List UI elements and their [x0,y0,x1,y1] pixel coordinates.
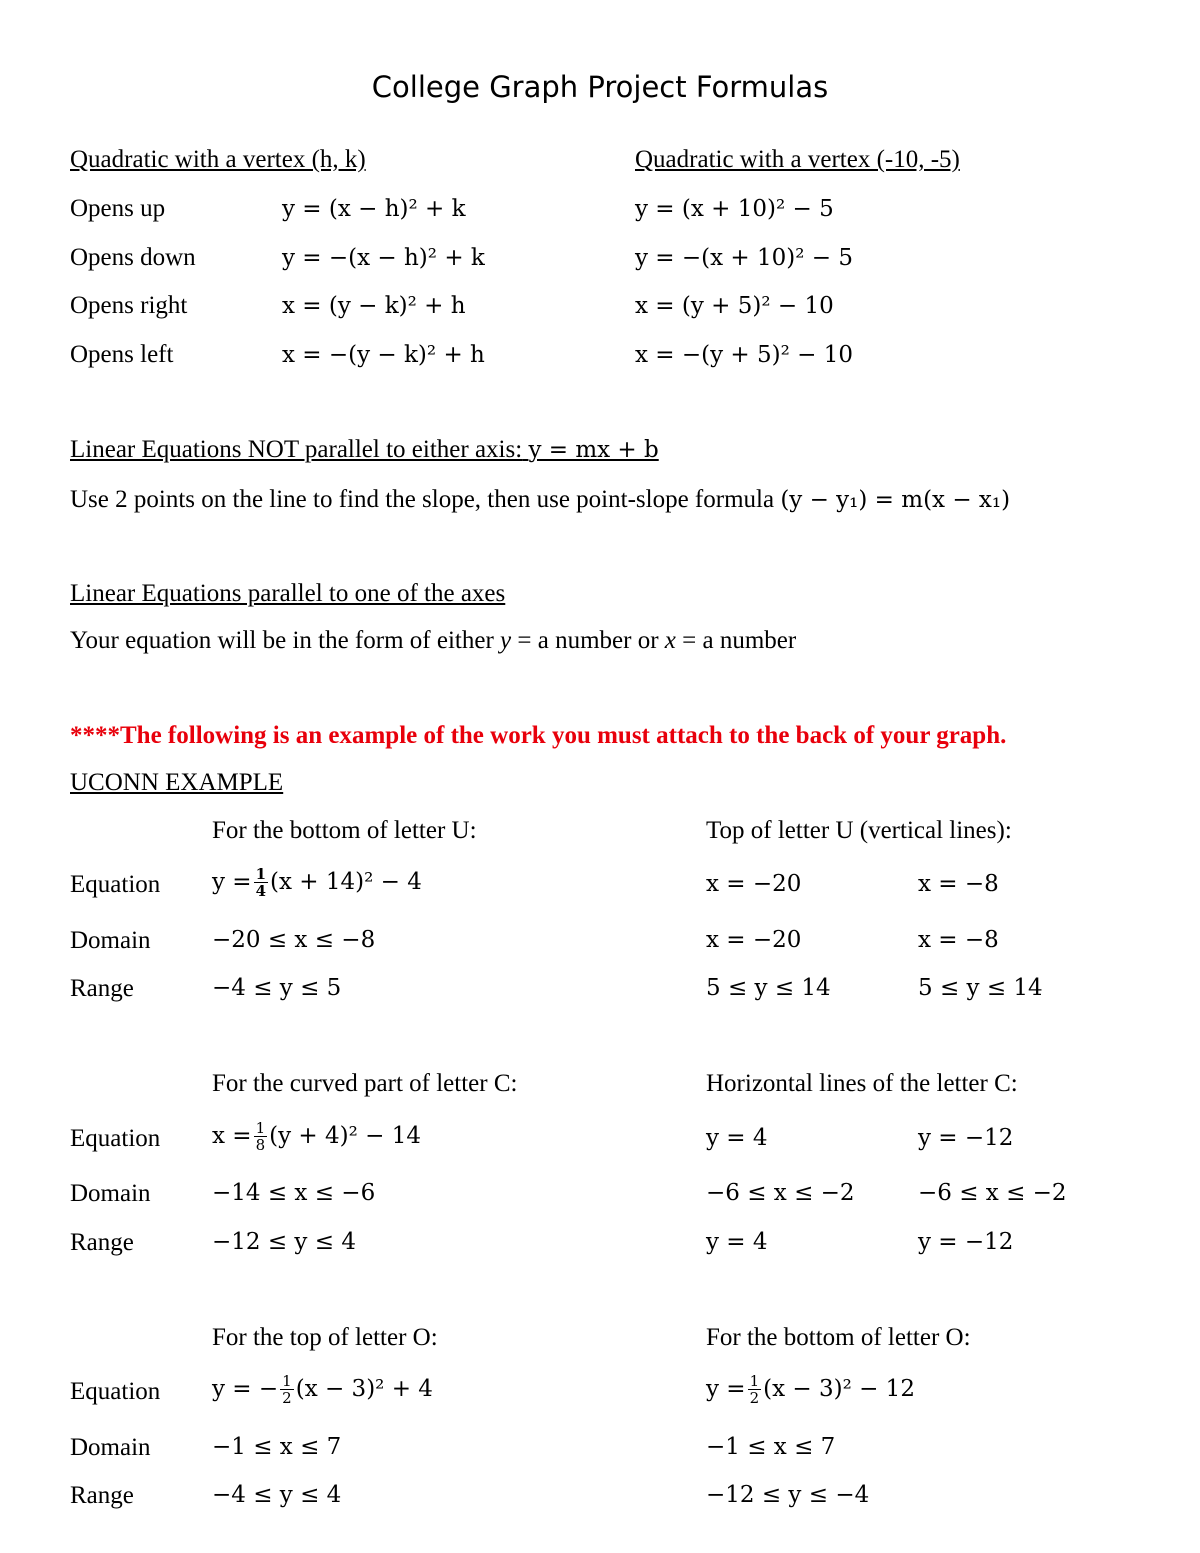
opens-right-general: x = (y − k)² + h [282,293,466,319]
c-equation-label: Equation [70,1125,161,1152]
c-horizontal-range-1: y = 4 [706,1229,768,1255]
u-bottom-eq-lhs: y = [212,869,252,895]
o-bottom-domain: −1 ≤ x ≤ 7 [706,1434,836,1460]
u-bottom-domain: −20 ≤ x ≤ −8 [212,927,376,953]
opens-left-general: x = −(y − k)² + h [282,342,485,368]
opens-right-example: x = (y + 5)² − 10 [635,293,834,319]
u-range-label: Range [70,975,134,1002]
linear-not-parallel-body-text: Use 2 points on the line to find the slope, then use point-slope formula [70,486,775,513]
u-domain-label: Domain [70,927,151,954]
opens-down-example: y = −(x + 10)² − 5 [635,245,853,271]
o-top-range: −4 ≤ y ≤ 4 [212,1482,342,1508]
c-range-label: Range [70,1229,134,1256]
slope-intercept-formula: y = mx + b [528,437,659,463]
opens-right-label: Opens right [70,292,188,319]
u-top-range-2: 5 ≤ y ≤ 14 [918,975,1043,1001]
o-top-domain: −1 ≤ x ≤ 7 [212,1434,342,1460]
c-horizontal-domain-1: −6 ≤ x ≤ −2 [706,1180,855,1206]
c-horizontal-domain-2: −6 ≤ x ≤ −2 [918,1180,1067,1206]
c-curve-title: For the curved part of letter C: [212,1070,518,1097]
c-curve-equation [212,1114,421,1158]
u-top-eq-1: x = −20 [706,871,802,897]
u-bottom-eq-fraction: $\frac{1}{4}$ [255,864,267,900]
o-top-eq-fraction: $\frac{1}{2}$ [282,1371,292,1407]
opens-left-label: Opens left [70,341,174,368]
c-horizontal-range-2: y = −12 [918,1229,1014,1255]
example-title: UCONN EXAMPLE [70,769,284,796]
o-bottom-equation [706,1367,915,1411]
c-curve-range: −12 ≤ y ≤ 4 [212,1229,356,1255]
linear-parallel-eq1: = a number or [517,627,659,654]
linear-parallel-y: y [500,627,512,654]
attach-work-notice: ****The following is an example of the work you must attach to the back of your graph. [70,722,1007,749]
linear-parallel-header: Linear Equations parallel to one of the axes [70,580,506,607]
c-horizontal-eq-2: y = −12 [918,1125,1014,1151]
o-bottom-eq-rhs: (x − 3)² − 12 [763,1376,915,1402]
opens-left-example: x = −(y + 5)² − 10 [635,342,853,368]
quadratic-general-header: Quadratic with a vertex (h, k) [70,146,366,173]
o-top-title: For the top of letter O: [212,1324,438,1351]
u-bottom-eq-rhs: (x + 14)² − 4 [270,869,422,895]
u-top-range-1: 5 ≤ y ≤ 14 [706,975,831,1001]
c-curve-eq-lhs: x = [212,1123,252,1149]
linear-parallel-eq2: = a number [682,627,797,654]
opens-up-general: y = (x − h)² + k [282,196,466,222]
linear-not-parallel-header [70,436,659,464]
opens-up-example: y = (x + 10)² − 5 [635,196,834,222]
c-curve-domain: −14 ≤ x ≤ −6 [212,1180,376,1206]
o-bottom-range: −12 ≤ y ≤ −4 [706,1482,870,1508]
u-bottom-title: For the bottom of letter U: [212,817,477,844]
o-top-equation [212,1367,433,1411]
o-bottom-eq-fraction: $\frac{1}{2}$ [749,1371,760,1407]
u-bottom-range: −4 ≤ y ≤ 5 [212,975,342,1001]
o-bottom-title: For the bottom of letter O: [706,1324,971,1351]
c-curve-eq-rhs: (y + 4)² − 14 [269,1123,421,1149]
c-curve-eq-fraction: $\frac{1}{8}$ [255,1118,266,1154]
linear-parallel-x: x [664,627,676,654]
u-bottom-equation [212,860,422,904]
linear-parallel-body [70,627,796,655]
o-range-label: Range [70,1482,134,1509]
page-title: College Graph Project Formulas [371,70,829,104]
o-bottom-eq-lhs: y = [706,1376,746,1402]
opens-down-label: Opens down [70,244,196,271]
c-horizontal-eq-1: y = 4 [706,1125,768,1151]
linear-not-parallel-header-text: Linear Equations NOT parallel to either axis: [70,436,523,463]
u-top-eq-2: x = −8 [918,871,999,897]
quadratic-example-header: Quadratic with a vertex (-10, -5) [635,146,960,173]
o-top-eq-rhs: (x − 3)² + 4 [295,1376,433,1402]
u-top-title: Top of letter U (vertical lines): [706,817,1012,844]
linear-parallel-body-a: Your equation will be in the form of either [70,627,494,654]
c-domain-label: Domain [70,1180,151,1207]
linear-not-parallel-body [70,486,1010,514]
u-equation-label: Equation [70,871,161,898]
point-slope-formula: (y − y₁) = m(x − x₁) [780,487,1011,513]
u-top-domain-2: x = −8 [918,927,999,953]
opens-down-general: y = −(x − h)² + k [282,245,485,271]
u-top-domain-1: x = −20 [706,927,802,953]
opens-up-label: Opens up [70,195,166,222]
o-domain-label: Domain [70,1434,151,1461]
c-horizontal-title: Horizontal lines of the letter C: [706,1070,1018,1097]
o-top-eq-lhs: y = − [212,1376,279,1402]
o-equation-label: Equation [70,1378,161,1405]
